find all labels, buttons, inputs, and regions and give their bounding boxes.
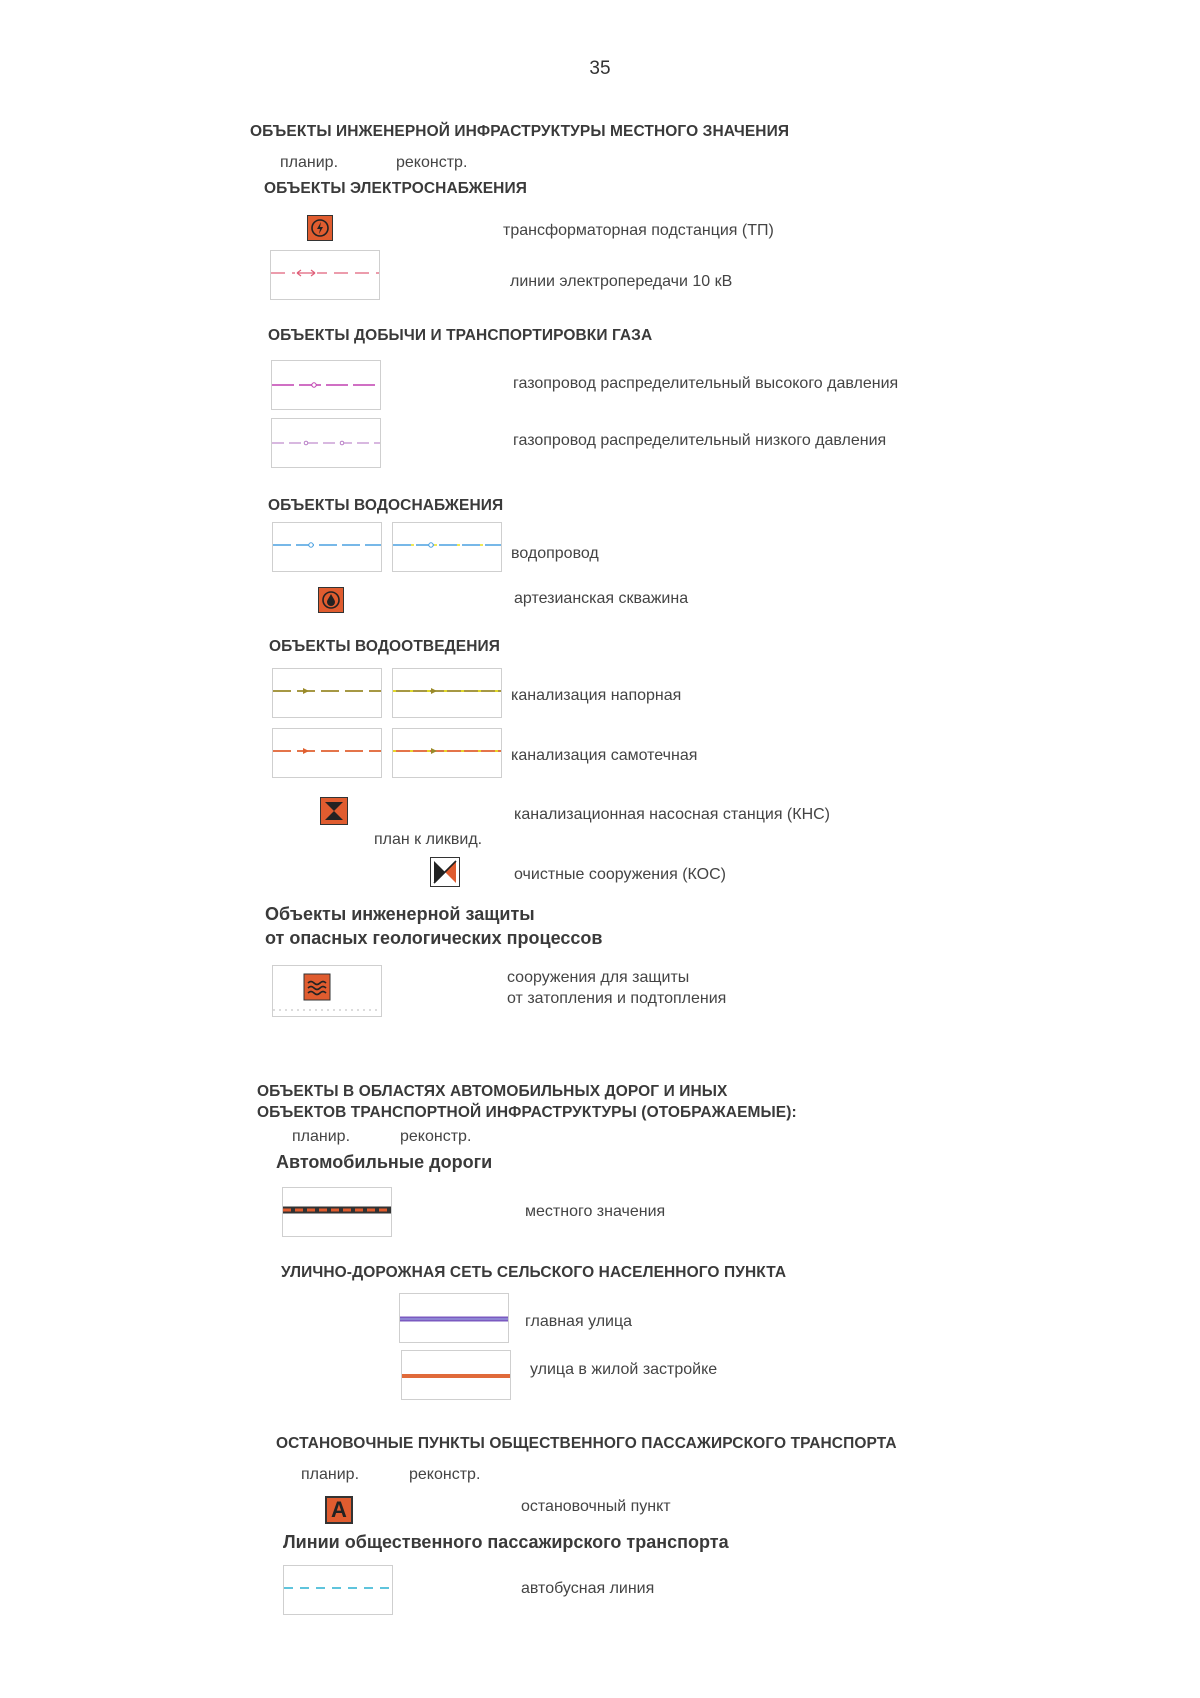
label-sewer-pressure: канализация напорная [511,687,682,704]
section-title-transport-line2: ОБЪЕКТОВ ТРАНСПОРТНОЙ ИНФРАСТРУКТУРЫ (ОТОБРАЖАЕМЫЕ): [257,1104,797,1121]
water-pipeline-reconstr-symbol [392,522,502,572]
water-pipeline-planned-symbol [272,522,382,572]
label-bus-stop: остановочный пункт [521,1498,671,1515]
stops-column-label-planned: планир. [301,1466,360,1483]
label-road-local: местного значения [525,1203,666,1220]
flood-protection-symbol [272,965,382,1017]
section-title-stops: ОСТАНОВОЧНЫЕ ПУНКТЫ ОБЩЕСТВЕННОГО ПАССАЖИРСКОГО ТРАНСПОРТА [276,1435,897,1452]
label-gas-high-pressure: газопровод распределительный высокого давления [513,375,899,392]
label-treatment-facility: очистные сооружения (КОС) [514,866,726,883]
section-title-roads: Автомобильные дороги [276,1152,493,1172]
label-gas-low-pressure: газопровод распределительный низкого давления [513,432,887,449]
transport-column-label-planned: планир. [292,1128,351,1145]
label-artesian-well: артезианская скважина [514,590,689,607]
label-flood-protection-line1: сооружения для защиты [507,969,690,986]
label-main-street: главная улица [525,1313,633,1330]
gas-low-pressure-symbol [271,418,381,468]
gas-high-pressure-symbol [271,360,381,410]
section-title-street-network: УЛИЧНО-ДОРОЖНАЯ СЕТЬ СЕЛЬСКОГО НАСЕЛЕННОГО ПУНКТА [281,1264,787,1281]
label-transformer-substation: трансформаторная подстанция (ТП) [503,222,774,239]
pump-station-icon [320,797,348,825]
sewer-gravity-planned-symbol [272,728,382,778]
sewer-pressure-planned-symbol [272,668,382,718]
column-label-reconstr: реконстр. [396,154,468,171]
label-sewer-gravity: канализация самотечная [511,747,698,764]
bus-stop-icon: А [325,1496,353,1524]
section-title-water: ОБЪЕКТЫ ВОДОСНАБЖЕНИЯ [268,497,504,514]
label-water-pipeline: водопровод [511,545,599,562]
label-flood-protection-line2: от затопления и подтопления [507,990,727,1007]
residential-street-symbol [401,1350,511,1400]
column-label-planned: планир. [280,154,339,171]
section-title-gas: ОБЪЕКТЫ ДОБЫЧИ И ТРАНСПОРТИРОВКИ ГАЗА [268,327,653,344]
transport-column-label-reconstr: реконстр. [400,1128,472,1145]
bus-line-symbol [283,1565,393,1615]
sewer-gravity-reconstr-symbol [392,728,502,778]
section-title-protection-line2: от опасных геологических процессов [265,928,603,948]
section-title-transit-lines: Линии общественного пассажирского транспорта [283,1532,729,1552]
label-residential-street: улица в жилой застройке [530,1361,718,1378]
transformer-substation-icon [307,215,333,241]
label-bus-line: автобусная линия [521,1580,655,1597]
sewer-pressure-reconstr-symbol [392,668,502,718]
main-street-symbol [399,1293,509,1343]
treatment-facility-icon [430,857,460,887]
label-power-line-10kv: линии электропередачи 10 кВ [510,273,733,290]
label-plan-liquidation: план к ликвид. [374,831,483,848]
road-local-symbol [282,1187,392,1237]
section-title-engineering: ОБЪЕКТЫ ИНЖЕНЕРНОЙ ИНФРАСТРУКТУРЫ МЕСТНОГО ЗНАЧЕНИЯ [250,123,790,140]
artesian-well-icon [318,587,344,613]
section-title-protection-line1: Объекты инженерной защиты [265,904,535,924]
section-title-sewer: ОБЪЕКТЫ ВОДООТВЕДЕНИЯ [269,638,500,655]
page-number: 35 [589,58,611,79]
label-pump-station: канализационная насосная станция (КНС) [514,806,831,823]
section-title-power: ОБЪЕКТЫ ЭЛЕКТРОСНАБЖЕНИЯ [264,180,527,197]
stops-column-label-reconstr: реконстр. [409,1466,481,1483]
power-line-10kv-symbol [270,250,380,300]
section-title-transport-line1: ОБЪЕКТЫ В ОБЛАСТЯХ АВТОМОБИЛЬНЫХ ДОРОГ И ИНЫХ [257,1083,728,1100]
